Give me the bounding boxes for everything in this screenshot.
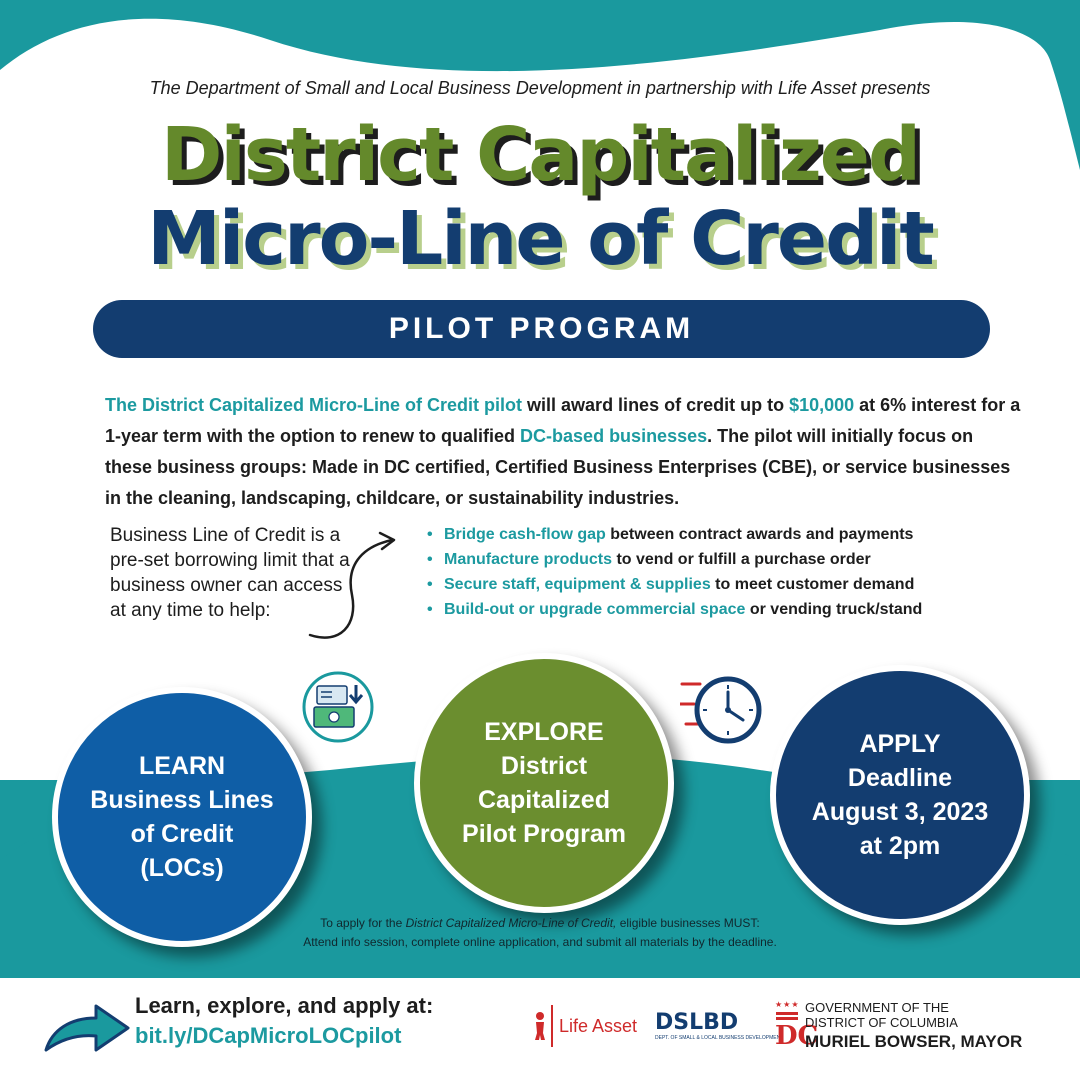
fine-print-text: To apply for the xyxy=(320,916,406,930)
dslbd-logo xyxy=(655,1010,784,1042)
explore-heading: EXPLORE xyxy=(484,718,604,746)
life-asset-figure-icon xyxy=(533,1011,547,1041)
learn-circle xyxy=(52,687,312,947)
use-highlight: Manufacture products xyxy=(444,551,613,568)
footer xyxy=(0,978,1080,1080)
explore-line: Capitalized xyxy=(478,786,610,814)
mayor-name: MURIEL BOWSER, MAYOR xyxy=(805,1032,1023,1051)
use-text: between contract awards and payments xyxy=(605,526,914,543)
intro-text-2: at 6% interest for a 1-year term with the option to renew to qualified xyxy=(105,395,1021,446)
use-item xyxy=(425,597,1045,622)
intro-text-3: . The pilot will initially focus on these business groups: Made in DC certified, Certified Business Enterprises (CBE), or service businesses in the cleaning, landscaping, childcare, or sustainability industries. xyxy=(105,426,1011,508)
apply-deadline-time: at 2pm xyxy=(859,832,941,860)
gov-line-1: GOVERNMENT OF THE xyxy=(805,1000,949,1015)
learn-line: (LOCs) xyxy=(140,854,224,882)
forward-arrow-icon xyxy=(42,1000,132,1056)
curved-arrow-icon xyxy=(300,525,410,645)
use-highlight: Secure staff, equipment & supplies xyxy=(444,576,711,593)
use-text: to meet customer demand xyxy=(710,576,915,593)
use-item xyxy=(425,522,1045,547)
apply-deadline-date: August 3, 2023 xyxy=(811,798,989,826)
life-asset-text: Life Asset xyxy=(559,1015,638,1036)
fine-print-program: District Capitalized Micro-Line of Credit, xyxy=(405,916,617,930)
title-line-2: Micro-Line of Credit xyxy=(147,196,933,282)
bullet-icon: • xyxy=(427,576,433,593)
apply-heading: APPLY xyxy=(859,730,941,758)
logo-divider xyxy=(551,1005,553,1047)
explore-line: District xyxy=(500,752,588,780)
title-line-1: District Capitalized xyxy=(161,112,919,198)
program-link[interactable]: bit.ly/DCapMicroLOCpilot xyxy=(135,1023,402,1048)
use-highlight: Bridge cash-flow gap xyxy=(444,526,606,543)
bullet-icon: • xyxy=(427,551,433,568)
apply-line: Deadline xyxy=(847,764,953,792)
intro-paragraph xyxy=(105,390,1025,514)
dc-government-logo xyxy=(775,998,1025,1058)
bullet-icon: • xyxy=(427,601,433,618)
uses-list xyxy=(425,522,1045,622)
footer-cta: Learn, explore, and apply at: xyxy=(135,993,434,1018)
fine-print-text: eligible businesses MUST: xyxy=(616,916,760,930)
dslbd-subtitle: DEPT. OF SMALL & LOCAL BUSINESS DEVELOPMENT xyxy=(655,1035,784,1041)
dslbd-wordmark: DSLBD xyxy=(655,1010,739,1035)
fine-print-requirements: Attend info session, complete online application, and submit all materials by the deadline. xyxy=(303,935,777,949)
credit-amount: $10,000 xyxy=(789,395,855,415)
life-asset-logo xyxy=(533,1005,637,1047)
use-item xyxy=(425,547,1045,572)
loc-definition: Business Line of Credit is a pre-set borrowing limit that a business owner can access at any time to help: xyxy=(110,525,350,621)
pilot-program-banner: PILOT PROGRAM xyxy=(93,300,990,358)
apply-circle xyxy=(770,665,1030,925)
dc-stars-icon: ★★★ xyxy=(775,1000,800,1009)
learn-line: of Credit xyxy=(130,820,234,848)
presents-line: The Department of Small and Local Business Development in partnership with Life Asset presents xyxy=(149,78,931,98)
bullet-icon: • xyxy=(427,526,433,543)
clock-icon xyxy=(680,672,762,748)
fine-print xyxy=(0,914,1080,952)
learn-heading: LEARN xyxy=(138,752,226,780)
money-deposit-icon xyxy=(302,671,374,743)
program-name: The District Capitalized Micro-Line of Credit pilot xyxy=(105,395,523,415)
dc-mark: DC xyxy=(775,1021,819,1051)
explore-circle xyxy=(414,653,674,913)
use-item xyxy=(425,572,1045,597)
gov-line-2: DISTRICT OF COLUMBIA xyxy=(805,1015,958,1030)
eligibility: DC-based businesses xyxy=(520,426,708,446)
use-highlight: Build-out or upgrade commercial space xyxy=(444,601,746,618)
explore-line: Pilot Program xyxy=(462,820,626,848)
use-text: or vending truck/stand xyxy=(745,601,923,618)
intro-text-1: will award lines of credit up to xyxy=(522,395,790,415)
learn-line: Business Lines xyxy=(90,786,274,814)
use-text: to vend or fulfill a purchase order xyxy=(612,551,871,568)
